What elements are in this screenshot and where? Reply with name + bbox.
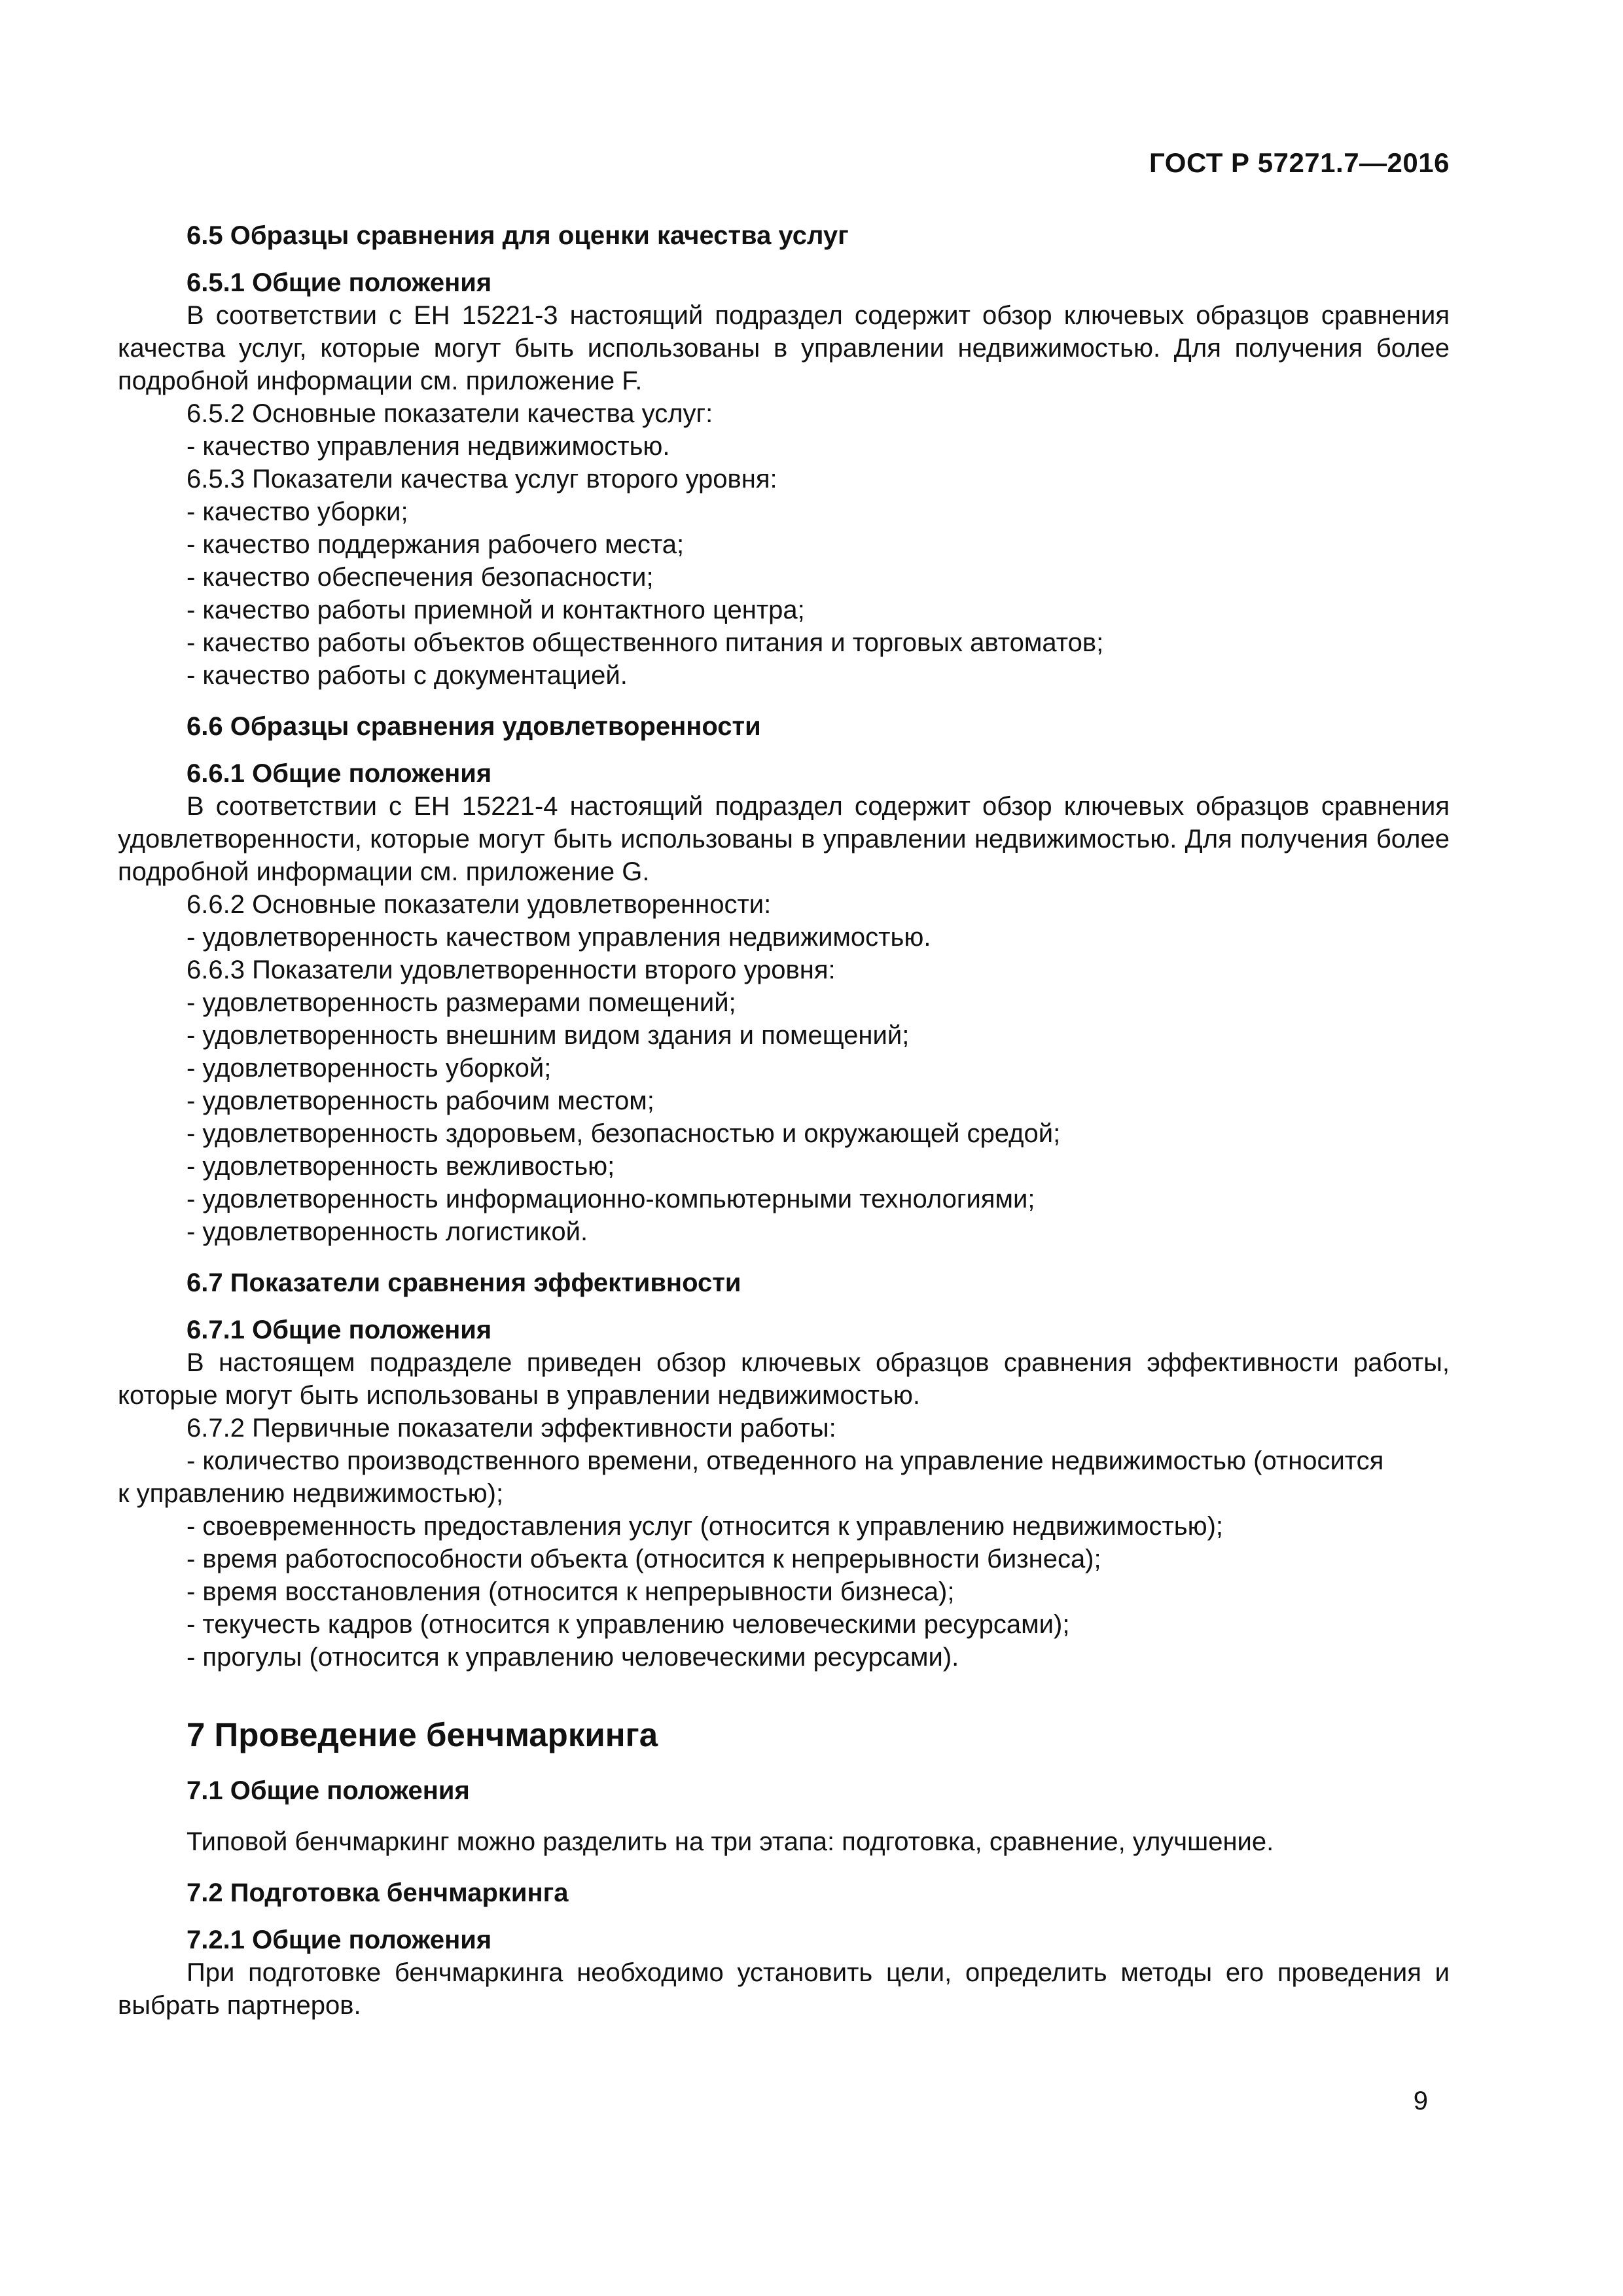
page-number: 9 — [1413, 2087, 1428, 2115]
section-6-7-1-text: В настоящем подразделе приведен обзор ключевых образцов сравнения эффективности работы, которые могут быть использованы в управлении недвижимостью. — [118, 1348, 1450, 1410]
list-item: - удовлетворенность уборкой; — [187, 1054, 552, 1083]
list-item: - время восстановления (относится к непрерывности бизнеса); — [187, 1577, 955, 1606]
list-item: - текучесть кадров (относится к управлению человеческими ресурсами); — [187, 1610, 1070, 1639]
list-item: - удовлетворенность размерами помещений; — [187, 988, 736, 1017]
section-7-1-text: Типовой бенчмаркинг можно разделить на три этапа: подготовка, сравнение, улучшение. — [187, 1827, 1274, 1856]
list-item: - удовлетворенность вежливостью; — [187, 1152, 615, 1181]
section-7-2-1-title: 7.2.1 Общие положения — [187, 1926, 492, 1954]
list-item: - качество уборки; — [187, 497, 408, 526]
section-6-5-2-lead: 6.5.2 Основные показатели качества услуг: — [187, 399, 713, 428]
list-item: - прогулы (относится к управлению человеческими ресурсами). — [187, 1643, 959, 1672]
list-item: - удовлетворенность рабочим местом; — [187, 1086, 654, 1115]
list-item: - удовлетворенность качеством управления недвижимостью. — [187, 923, 931, 952]
section-6-6-1-title: 6.6.1 Общие положения — [187, 759, 492, 788]
list-item: - качество управления недвижимостью. — [187, 432, 670, 461]
list-item: - качество обеспечения безопасности; — [187, 563, 654, 592]
section-6-6-title: 6.6 Образцы сравнения удовлетворенности — [187, 712, 761, 741]
list-item: - качество работы приемной и контактного центра; — [187, 596, 805, 624]
section-6-5-3-lead: 6.5.3 Показатели качества услуг второго уровня: — [187, 465, 777, 493]
list-item: - качество работы с документацией. — [187, 661, 628, 690]
list-item: - качество поддержания рабочего места; — [187, 530, 685, 559]
section-7-title: 7 Проведение бенчмаркинга — [187, 1716, 658, 1753]
section-6-5-1-text: В соответствии с ЕН 15221-3 настоящий подраздел содержит обзор ключевых образцов сравнения качества услуг, которые могут быть использованы в управлении недвижимостью. Для получения более подробной информации см. приложение F. — [118, 301, 1450, 395]
section-6-5-1-title: 6.5.1 Общие положения — [187, 268, 492, 297]
list-item-line-2: к управлению недвижимостью); — [118, 1479, 504, 1508]
list-item: - время работоспособности объекта (относится к непрерывности бизнеса); — [187, 1545, 1101, 1573]
section-6-7-title: 6.7 Показатели сравнения эффективности — [187, 1268, 741, 1297]
section-7-1-title: 7.1 Общие положения — [187, 1776, 470, 1805]
section-6-5-title: 6.5 Образцы сравнения для оценки качества услуг — [187, 221, 849, 250]
list-item: - удовлетворенность внешним видом здания и помещений; — [187, 1021, 910, 1050]
list-item: - удовлетворенность здоровьем, безопасностью и окружающей средой; — [187, 1119, 1061, 1148]
list-item: - удовлетворенность логистикой. — [187, 1217, 588, 1246]
section-6-6-2-lead: 6.6.2 Основные показатели удовлетворенности: — [187, 890, 772, 919]
section-7-2-title: 7.2 Подготовка бенчмаркинга — [187, 1878, 569, 1907]
section-6-7-2-lead: 6.7.2 Первичные показатели эффективности работы: — [187, 1414, 836, 1443]
document-body — [118, 219, 1450, 2022]
list-item-line-1: - количество производственного времени, отведенного на управление недвижимостью (относится — [187, 1446, 1384, 1475]
section-6-6-3-lead: 6.6.3 Показатели удовлетворенности второго уровня: — [187, 956, 836, 984]
list-item — [118, 1444, 1450, 1510]
section-6-6-1-text: В соответствии с ЕН 15221-4 настоящий подраздел содержит обзор ключевых образцов сравнения удовлетворенности, которые могут быть использованы в управлении недвижимостью. Для получения более подробной информации см. приложение G. — [118, 792, 1450, 886]
list-item: - качество работы объектов общественного питания и торговых автоматов; — [187, 628, 1104, 657]
document-id-header: ГОСТ Р 57271.7—2016 — [1149, 147, 1450, 178]
list-item: - удовлетворенность информационно-компьютерными технологиями; — [187, 1185, 1035, 1213]
list-item: - своевременность предоставления услуг (относится к управлению недвижимостью); — [187, 1512, 1224, 1541]
section-7-2-1-text: При подготовке бенчмаркинга необходимо установить цели, определить методы его проведения и выбрать партнеров. — [118, 1958, 1450, 2020]
section-6-7-1-title: 6.7.1 Общие положения — [187, 1316, 492, 1344]
